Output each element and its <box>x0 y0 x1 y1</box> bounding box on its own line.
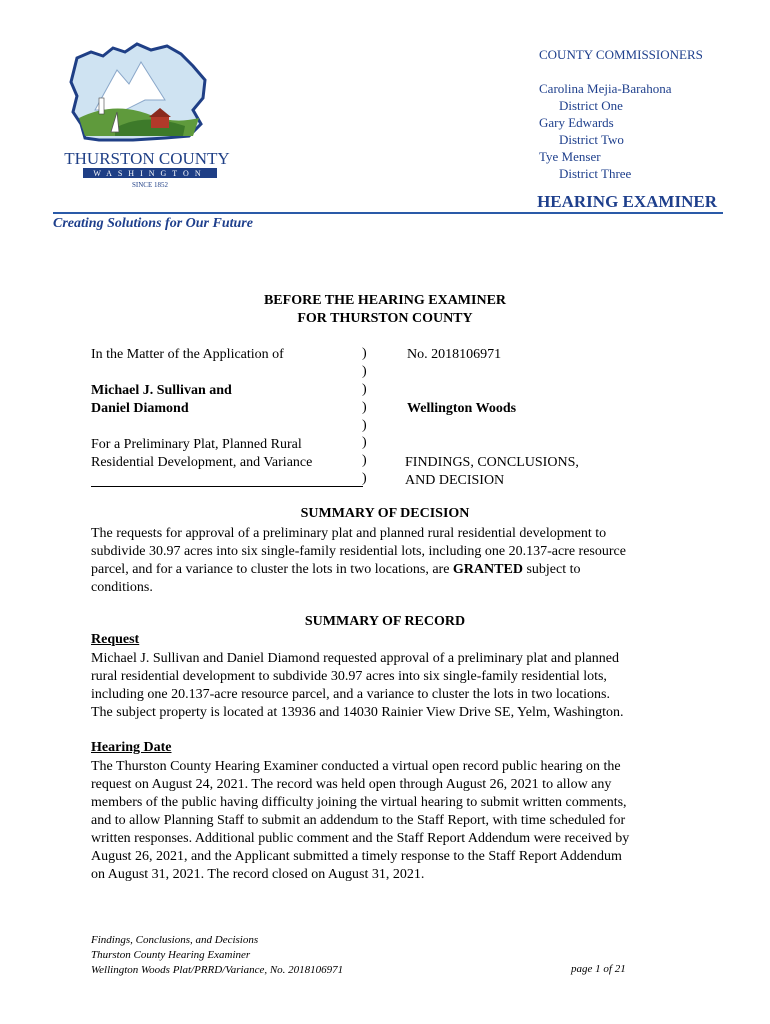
text-line: including one 20.137-acre resource parcel, and a variance to cluster the lots in two locations. <box>91 687 610 702</box>
commissioners-block <box>539 46 759 182</box>
paren: ) <box>362 453 367 469</box>
matter-text: In the Matter of the Application of <box>91 347 284 362</box>
text-line: on August 31, 2021. The record closed on August 31, 2021. <box>91 867 425 882</box>
text-line: August 26, 2021, and the Applicant submitted a timely response to the Staff Report Addendum <box>91 849 622 864</box>
text-line: rural residential development to subdivide 30.97 acres into six single-family residential lots, <box>91 669 607 684</box>
caption-underline <box>91 486 363 487</box>
purpose <box>91 436 312 472</box>
text-line: request on August 24, 2021. The record was held open through August 26, 2021 to allow any <box>91 777 612 792</box>
text-span: subject to <box>522 562 581 577</box>
granted-text: GRANTED <box>452 562 523 577</box>
tagline: Creating Solutions for Our Future <box>53 216 253 231</box>
request-heading: Request <box>91 632 140 647</box>
footer-line: Thurston County Hearing Examiner <box>91 949 251 961</box>
summary-of-decision-text <box>91 525 681 597</box>
text-line: Michael J. Sullivan and Daniel Diamond requested approval of a preliminary plat and planned <box>91 651 619 666</box>
applicants <box>91 382 232 418</box>
paren: ) <box>362 435 367 451</box>
text-span: parcel, and for a variance to cluster the lots in two locations, are <box>91 562 450 577</box>
document-type-line: AND DECISION <box>405 473 505 488</box>
paren: ) <box>362 381 367 397</box>
logo-state: WASHINGTON <box>93 169 207 178</box>
page-number: page 1 of 21 <box>571 963 626 975</box>
paren: ) <box>362 399 367 415</box>
commissioner-name: Tye Menser <box>539 149 601 164</box>
caption-heading <box>0 292 770 328</box>
logo-since: SINCE 1852 <box>132 181 168 189</box>
commissioner-district: District Two <box>559 132 624 147</box>
commissioners-title: COUNTY COMMISSIONERS <box>539 47 703 62</box>
document-type-line: FINDINGS, CONCLUSIONS, <box>405 455 579 470</box>
footer-line: Wellington Woods Plat/PRRD/Variance, No. 2018106971 <box>91 964 344 976</box>
hearing-date-text <box>91 758 681 884</box>
thurston-county-logo <box>55 40 247 190</box>
page-footer <box>91 933 343 978</box>
text-line: The Thurston County Hearing Examiner conducted a virtual open record public hearing on the <box>91 759 621 774</box>
footer-line: Findings, Conclusions, and Decisions <box>91 934 259 946</box>
commissioner-district: District Three <box>559 166 632 181</box>
text-line: conditions. <box>91 580 153 595</box>
hearing-date-heading: Hearing Date <box>91 740 172 755</box>
paren: ) <box>362 346 367 361</box>
paren: ) <box>362 417 367 433</box>
text-line: The subject property is located at 13936 and 14030 Rainier View Drive SE, Yelm, Washington. <box>91 705 624 720</box>
purpose-line: Residential Development, and Variance <box>91 455 313 470</box>
project-name: Wellington Woods <box>407 401 517 416</box>
applicant-line: Michael J. Sullivan and <box>91 383 232 398</box>
caption-heading-line2: FOR THURSTON COUNTY <box>297 311 473 326</box>
text-line: written responses. Additional public comment and the Staff Report Addendum were received by <box>91 831 630 846</box>
logo-wordmark: THURSTON COUNTY <box>64 149 230 168</box>
text-line: The requests for approval of a preliminary plat and planned rural residential development to <box>91 526 607 541</box>
request-text <box>91 650 681 722</box>
applicant-line: Daniel Diamond <box>91 401 189 416</box>
document-type <box>405 454 579 490</box>
commissioner-district: District One <box>559 98 623 113</box>
summary-of-record-title: SUMMARY OF RECORD <box>304 614 466 629</box>
paren: ) <box>362 471 367 487</box>
text-line: and to allow Planning Staff to submit an addendum to the Staff Report, with time scheduled for <box>91 813 626 828</box>
text-line: members of the public having difficulty joining the virtual hearing to submit written comments, <box>91 795 627 810</box>
county-map-emblem <box>55 40 247 190</box>
paren: ) <box>362 363 367 379</box>
case-number: No. 2018106971 <box>407 347 502 362</box>
commissioner-name: Carolina Mejia-Barahona <box>539 81 672 96</box>
header-rule <box>53 212 723 214</box>
commissioner-name: Gary Edwards <box>539 115 614 130</box>
text-line: subdivide 30.97 acres into six single-family residential lots, including one 20.137-acre resource <box>91 544 626 559</box>
caption-parens <box>362 346 372 489</box>
office-title: HEARING EXAMINER <box>537 192 717 211</box>
purpose-line: For a Preliminary Plat, Planned Rural <box>91 437 302 452</box>
text-line <box>91 561 681 579</box>
caption-heading-line1: BEFORE THE HEARING EXAMINER <box>263 293 507 308</box>
summary-of-decision-title: SUMMARY OF DECISION <box>300 506 470 521</box>
